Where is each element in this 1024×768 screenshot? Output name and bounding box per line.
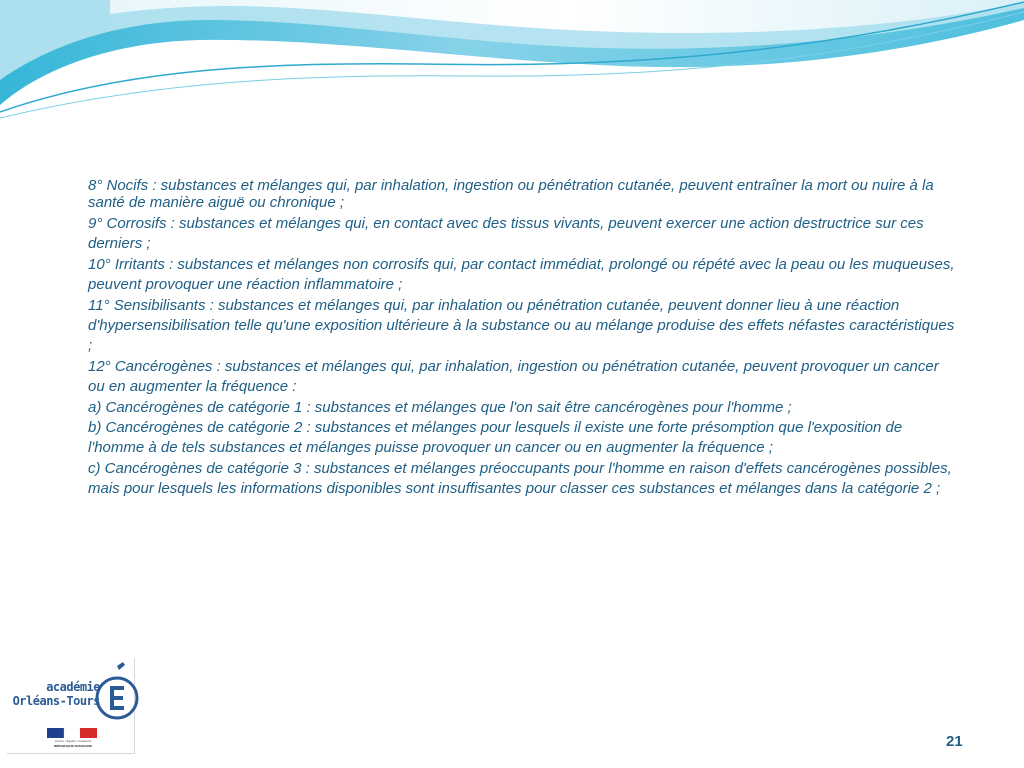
paragraph-cancerogenes: 12° Cancérogènes : substances et mélanges qui, par inhalation, ingestion ou pénétration cutanée, peuvent provoquer un cancer ou en augmenter la fréquence :	[88, 357, 939, 396]
header-wave-decoration	[0, 0, 1024, 130]
academie-name	[10, 680, 100, 708]
paragraph-sensibilisants: 11° Sensibilisants : substances et mélanges qui, par inhalation ou pénétration cutanée, peuvent donner lieu à une réaction d'hypersensibilisation telle qu'une exposition ultérieure à la substance ou au mélange produise des effets néfastes caractéristiques ;	[88, 296, 955, 355]
academie-line-2: Orléans-Tours	[12, 694, 100, 708]
slide-body-text	[88, 178, 958, 500]
paragraph-categorie-3: c) Cancérogènes de catégorie 3 : substances et mélanges préoccupants pour l'homme en raison d'effets cancérogènes possibles, mais pour lesquels les informations disponibles sont insuffisantes pour classer ces substances et mélanges dans la catégorie 2 ;	[88, 459, 952, 498]
republic-name: RÉPUBLIQUE FRANÇAISE	[53, 744, 92, 748]
paragraph-categorie-1: a) Cancérogènes de catégorie 1 : substances et mélanges que l'on sait être cancérogènes pour l'homme ;	[88, 398, 792, 416]
paragraph-nocifs: 8° Nocifs : substances et mélanges qui, par inhalation, ingestion ou pénétration cutanée, peuvent entraîner la mort ou nuire à la santé de manière aiguë ou chronique ;	[88, 177, 934, 211]
academie-logo	[7, 658, 135, 754]
french-flag-icon	[47, 728, 97, 738]
academie-e-logo-icon	[93, 662, 141, 720]
academie-line-1: académie	[46, 680, 100, 694]
republic-motto: Liberté • Égalité • Fraternité	[54, 739, 92, 743]
page-number: 21	[946, 733, 963, 750]
paragraph-corrosifs: 9° Corrosifs : substances et mélanges qui, en contact avec des tissus vivants, peuvent exercer une action destructrice sur ces derniers ;	[88, 215, 924, 253]
paragraph-irritants: 10° Irritants : substances et mélanges non corrosifs qui, par contact immédiat, prolongé ou répété avec la peau ou les muqueuses, peuvent provoquer une réaction inflammatoire ;	[88, 255, 955, 294]
paragraph-categorie-2: b) Cancérogènes de catégorie 2 : substances et mélanges pour lesquels il existe une forte présomption que l'exposition de l'homme à de tels substances et mélanges puisse provoquer un cancer ou en augmenter la fréquence ;	[88, 419, 903, 457]
